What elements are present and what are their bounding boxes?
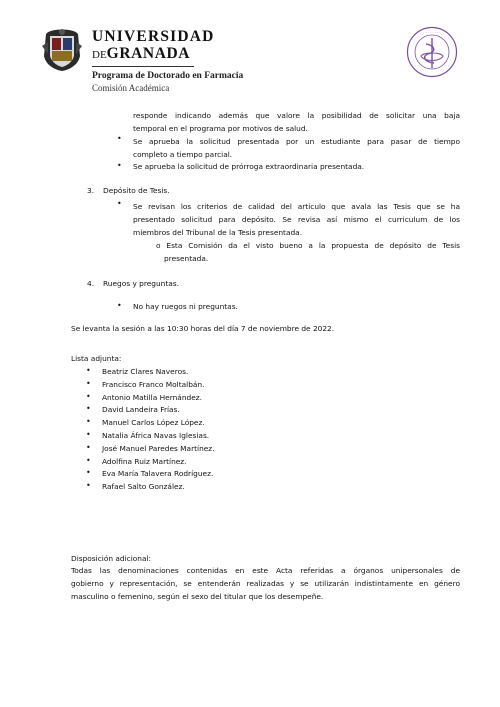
program-title: Programa de Doctorado en Farmacia <box>92 71 244 81</box>
disposition-text <box>71 564 460 604</box>
section2-bullet-2: Se aprueba la solicitud de prórroga extraordinaria presentada. <box>133 162 365 171</box>
section3-number: 3. <box>87 186 95 195</box>
section3-bullet-1 <box>133 200 460 240</box>
university-name-granada: GRANADA <box>106 45 191 62</box>
faculty-of-pharmacy-seal-icon <box>406 26 458 78</box>
section4-number: 4. <box>87 279 95 288</box>
university-coat-of-arms-icon <box>40 26 84 72</box>
bullet-marker: • <box>117 301 122 310</box>
section3-sub-line2: presentada. <box>164 254 209 264</box>
section2-bullet1-line1: Se aprueba la solicitud presentada por un estudiante para pasar de tiempo <box>133 137 460 146</box>
university-name-de: DE <box>92 49 107 61</box>
disposition-line2: gobierno y representación, se entenderán realizadas y se utilizarán indistintamente en género <box>71 579 460 589</box>
section3-bullet1-line1: Se revisan los criterios de calidad del artículo que avala las Tesis que se ha <box>133 202 460 211</box>
bullet-marker: • <box>117 161 122 170</box>
section4-bullet-1: No hay ruegos ni preguntas. <box>133 302 238 311</box>
section2-cont-line2: temporal en el programa por motivos de salud. <box>133 124 308 134</box>
header-divider <box>92 66 194 67</box>
university-name-line1: UNIVERSIDAD <box>92 28 215 45</box>
section4-title: Ruegos y preguntas. <box>103 279 179 288</box>
bullet-marker: • <box>117 134 122 143</box>
attendance-heading: Lista adjunta: <box>71 354 122 363</box>
section3-subitem <box>156 239 460 265</box>
closing-statement: Se levanta la sesión a las 10:30 horas del día 7 de noviembre de 2022. <box>71 324 335 333</box>
commission-title: Comisión Académica <box>92 83 170 93</box>
bullet-marker: • <box>117 199 122 208</box>
disposition-line3: masculino o femenino, según el sexo del titular que los desempeñe. <box>71 592 324 602</box>
section2-bullet1-line2: completo a tiempo parcial. <box>133 150 233 160</box>
disposition-heading: Disposición adicional: <box>71 554 152 563</box>
section2-bullet-1 <box>133 135 460 161</box>
section3-bullet1-line3: miembros del Tribunal de la Tesis presentada. <box>133 228 303 238</box>
section3-title: Depósito de Tesis. <box>103 186 170 195</box>
university-name-line2 <box>92 45 190 63</box>
disposition-line1: Todas las denominaciones contenidas en este Acta referidas a órganos unipersonales de <box>71 566 460 575</box>
section2-cont-line1: responde indicando además que valore la posibilidad de solicitar una baja <box>133 111 460 120</box>
section2-continuation <box>133 109 460 135</box>
section3-bullet1-line2: presentado solicitud para depósito. Se revisa así mismo el curriculum de los <box>133 215 460 225</box>
svg-text:· · · · · · · ·: · · · · · · · · <box>423 31 441 35</box>
section3-sub-line1: o Esta Comisión da el visto bueno a la propuesta de depósito de Tesis <box>156 241 460 250</box>
